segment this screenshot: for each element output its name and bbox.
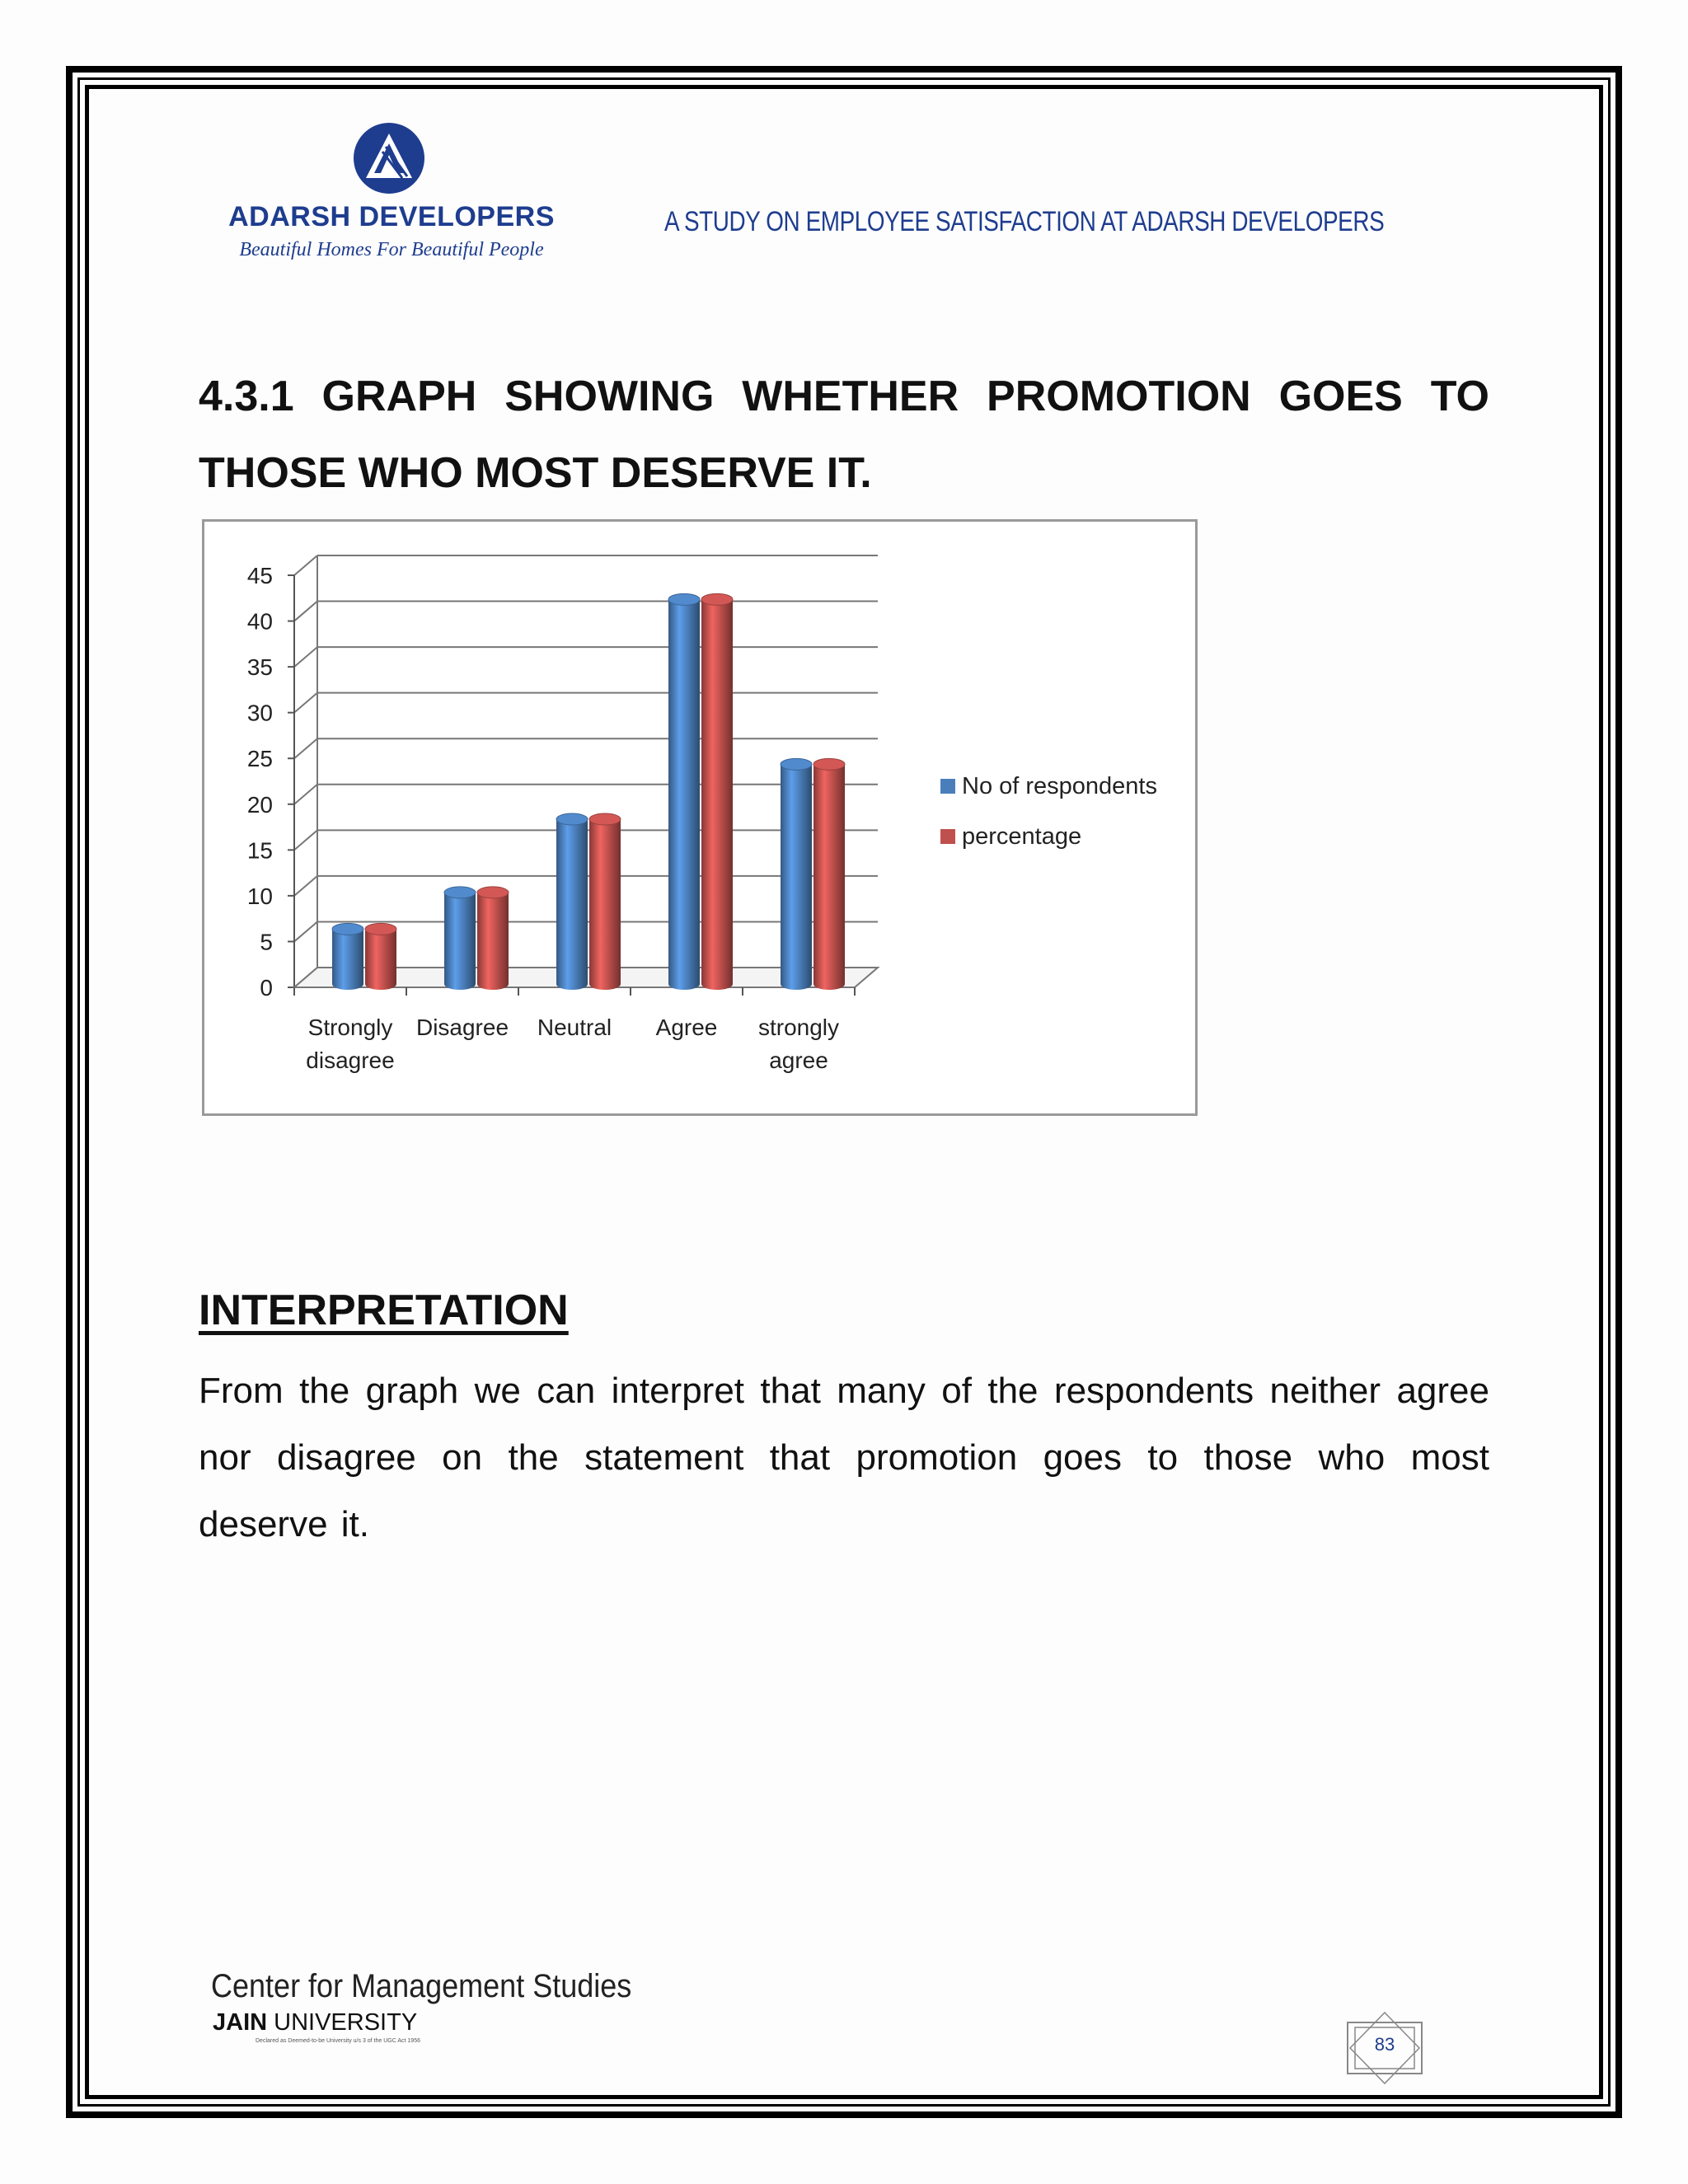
y-tick-label: 20	[246, 791, 273, 818]
x-tick-label: disagree	[306, 1047, 395, 1073]
page-number-badge	[1343, 2011, 1426, 2085]
y-tick-label: 25	[246, 746, 273, 772]
gridline-depth	[294, 921, 317, 941]
legend-label-1: percentage	[962, 823, 1082, 850]
bar-chart	[202, 519, 1198, 1116]
x-tick-label: Disagree	[415, 1015, 509, 1040]
legend-label-0: No of respondents	[962, 773, 1157, 799]
gridline-depth	[294, 830, 317, 850]
bar-top-0-2	[556, 813, 588, 825]
interpretation-body: From the graph we can interpret that many of the respondents neither agree nor disagree on the statement that promotion goes to those who most deserve it.	[199, 1371, 1489, 1544]
interpretation-title: INTERPRETATION	[199, 1286, 569, 1334]
bar-top-0-3	[668, 593, 700, 605]
bar-respondents-2	[556, 819, 588, 990]
bar-percentage-0	[365, 929, 396, 990]
y-tick-label: 10	[246, 883, 273, 909]
bar-percentage-1	[477, 893, 509, 990]
y-tick-label: 5	[260, 929, 273, 955]
footer-university-rest: UNIVERSITY	[267, 2009, 418, 2036]
bar-top-0-0	[332, 923, 363, 935]
bar-percentage-4	[814, 764, 845, 990]
section-heading: 4.3.1 GRAPH SHOWING WHETHER PROMOTION GOES TO THOSE WHO MOST DESERVE IT.	[199, 373, 1489, 497]
company-logo	[223, 122, 560, 274]
bar-top-1-0	[365, 923, 396, 935]
y-tick-label: 0	[260, 975, 273, 1001]
bar-percentage-3	[701, 599, 733, 990]
bar-top-1-2	[589, 813, 621, 825]
legend-swatch-0	[940, 779, 955, 794]
footer-university	[213, 2009, 417, 2036]
x-tick-label: agree	[769, 1047, 828, 1073]
bar-percentage-2	[589, 819, 621, 990]
y-tick-label: 35	[246, 654, 273, 681]
bar-respondents-3	[668, 599, 700, 990]
bar-respondents-1	[444, 893, 476, 990]
gridline-depth	[294, 785, 317, 804]
bar-respondents-4	[781, 764, 812, 990]
y-tick-label: 30	[246, 700, 273, 726]
logo-company-name: ADARSH DEVELOPERS	[228, 201, 555, 232]
x-tick-label: Strongly	[307, 1015, 393, 1040]
y-tick-label: 15	[246, 837, 273, 864]
bar-top-1-1	[477, 887, 509, 898]
gridline-depth	[294, 647, 317, 667]
gridline-depth	[294, 876, 317, 896]
gridline-depth	[294, 602, 317, 621]
x-tick-label: Agree	[655, 1015, 718, 1040]
logo-tagline: Beautiful Homes For Beautiful People	[239, 239, 544, 260]
gridline-depth	[294, 555, 317, 575]
bar-top-1-3	[701, 593, 733, 605]
y-tick-label: 40	[246, 608, 273, 635]
gridline-depth	[294, 693, 317, 713]
logo-triangle-icon	[353, 122, 425, 194]
x-tick-label: Neutral	[537, 1015, 612, 1040]
bar-top-0-1	[444, 887, 476, 898]
y-tick-label: 45	[246, 563, 273, 588]
study-title: A STUDY ON EMPLOYEE SATISFACTION AT ADARSH DEVELOPERS	[664, 206, 1385, 237]
footer-center-name: Center for Management Studies	[211, 1968, 632, 2004]
footer-university-bold: JAIN	[213, 2009, 268, 2036]
bar-top-1-4	[814, 758, 845, 770]
bar-top-0-4	[781, 758, 812, 770]
legend-swatch-1	[940, 829, 955, 844]
footer-university-note: Declared as Deemed-to-be University u/s 3 of the UGC Act 1956	[256, 2038, 420, 2044]
page-number: 83	[1374, 2034, 1395, 2055]
gridline-depth	[294, 738, 317, 758]
x-tick-label: strongly	[757, 1015, 840, 1040]
bar-respondents-0	[332, 929, 363, 990]
